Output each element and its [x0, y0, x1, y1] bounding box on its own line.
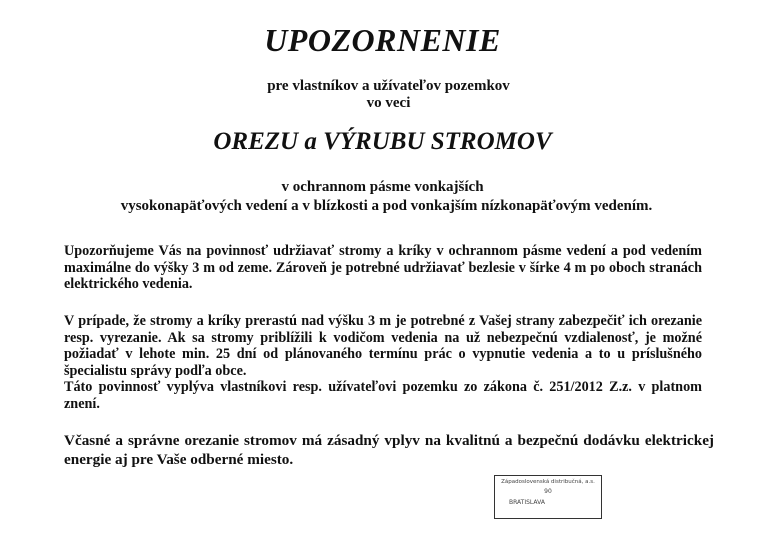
scope-description [0, 178, 765, 216]
document-title: UPOZORNENIE [264, 22, 501, 58]
paragraph-2: V prípade, že stromy a kríky prerastú nad výšku 3 m je potrebné z Vašej strany zabezpečiť ich orezanie resp. vyrezanie. Ak sa stromy priblížili k vodičom vedenia na už nebezpečnú vzdialenosť, je možné požiadať v lehote min. 25 dní od plánovaného termínu prác o vypnutie vedenia a to u príslušného špecialistu správy podľa obce. [64, 313, 702, 379]
scope-line-1: v ochrannom pásme vonkajších [281, 179, 484, 195]
main-heading: OREZU a VÝRUBU STROMOV [213, 128, 552, 155]
stamp-number: 90 [544, 488, 552, 495]
subtitle-line-2: vo veci [366, 95, 411, 111]
paragraph-1: Upozorňujeme Vás na povinnosť udržiavať stromy a kríky v ochrannom pásme vedení a pod vedením maximálne do výšky 3 m od zeme. Zároveň je potrebné udržiavať bezlesie v šírke 4 m po oboch stranách elektrického vedenia. [64, 243, 702, 292]
paragraph-3: Táto povinnosť vyplýva vlastníkovi resp. užívateľovi pozemku zo zákona č. 251/2012 Z.z. v platnom znení. [64, 379, 702, 412]
subtitle [0, 78, 765, 112]
stamp-company-name: Západoslovenská distribučná, a.s. [501, 479, 595, 485]
stamp-city: BRATISLAVA [509, 499, 545, 506]
scope-line-2: vysokonapäťových vedení a v blízkosti a pod vonkajším nízkonapäťovým vedením. [120, 198, 653, 214]
closing-statement: Včasné a správne orezanie stromov má zásadný vplyv na kvalitnú a bezpečnú dodávku elektrickej energie aj pre Vaše odberné miesto. [64, 432, 714, 468]
company-stamp [494, 475, 602, 519]
subtitle-line-1: pre vlastníkov a užívateľov pozemkov [267, 78, 510, 94]
